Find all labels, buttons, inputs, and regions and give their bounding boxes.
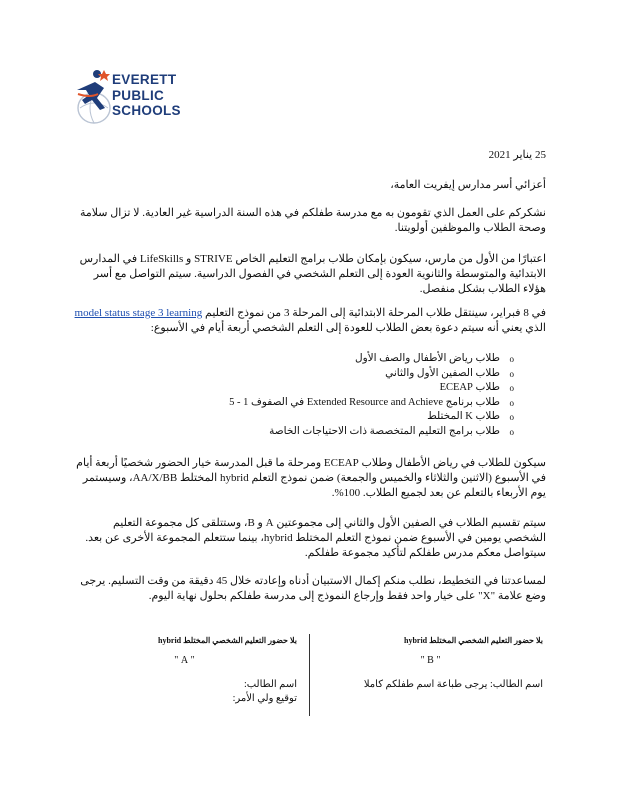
logo-wordmark	[112, 72, 181, 119]
list-item: o طلاب ECEAP	[100, 381, 514, 396]
form-divider	[309, 634, 310, 716]
logo-line-1: EVERETT	[112, 72, 177, 87]
list-item: o طلاب رياض الأطفال والصف الأول	[100, 352, 514, 367]
letter-date: 25 يناير 2021	[488, 149, 546, 161]
runner-globe-logo-icon	[74, 68, 114, 126]
logo-line-3: SCHOOLS	[112, 103, 181, 118]
list-item: o طلاب الصفين الأول والثاني	[100, 367, 514, 382]
option-a-box[interactable]	[72, 634, 297, 716]
option-b-header: بلا حضور التعليم الشخصي المختلط hybrid	[404, 636, 543, 645]
logo-line-2: PUBLIC	[112, 87, 165, 103]
paragraph-3	[72, 306, 546, 336]
paragraph-1: نشكركم على العمل الذي تقومون به مع مدرسة طفلكم في هذه السنة الدراسية غير العادية. لا تزال سلامة وصحة الطلاب والموظفين أولويتنا.	[79, 207, 546, 234]
option-a-label: " A "	[174, 655, 195, 666]
letter-greeting: أعزائي أسر مدارس إيفريت العامة،	[390, 179, 546, 191]
option-b-box[interactable]	[318, 634, 543, 716]
paragraph-3-text-start: في 8 فبراير، سينتقل طلاب المرحلة الابتدائية إلى المرحلة 3 من نموذج التعليم	[205, 307, 546, 319]
paragraph-2: اعتبارًا من الأول من مارس، سيكون بإمكان طلاب برامج التعليم الخاص STRIVE و LifeSkills في المدارس الابتدائية والمتوسطة والثانوية العودة إلى التعلم الشخصي في الفصول الدراسية. سيتم التواصل مع أسر هؤلاء الطلاب بشكل منفصل.	[79, 253, 546, 295]
paragraph-6: لمساعدتنا في التخطيط، نطلب منكم إكمال الاستبيان أدناه وإعادته خلال 45 دقيقة من وقت التسليم. يرجى وضع علامة "X" على خيار واحد فقط وإرجاع النموذج إلى مدرسة طفلكم بحلول نهاية اليوم.	[80, 575, 546, 602]
option-a-header: بلا حضور التعليم الشخصي المختلط hybrid	[158, 636, 297, 645]
model-status-link[interactable]: model status stage 3 learning	[74, 307, 203, 319]
list-item: o طلاب برامج التعليم المتخصصة ذات الاحتياجات الخاصة	[100, 425, 514, 440]
option-b-label: " B "	[420, 655, 441, 666]
option-b-field: اسم الطالب: يرجى طباعة اسم طفلكم كاملا	[363, 679, 543, 690]
response-form	[72, 634, 546, 716]
list-item: o طلاب K المختلط	[100, 410, 514, 425]
option-a-student-field[interactable]: اسم الطالب:	[243, 679, 297, 690]
paragraph-3-text-end: الذي يعني أنه سيتم دعوة بعض الطلاب للعودة إلى التعلم الشخصي أربعة أيام في الأسبوع:	[150, 322, 546, 334]
list-item: o طلاب برنامج Extended Resource and Achieve في الصفوف 1 - 5	[100, 396, 514, 411]
district-logo	[74, 66, 224, 128]
bullet-list	[100, 352, 514, 439]
option-a-signature-field[interactable]: توقيع ولي الأمر:	[232, 693, 297, 704]
paragraph-4: سيكون للطلاب في رياض الأطفال وطلاب ECEAP ومرحلة ما قبل المدرسة خيار الحضور شخصيًا أربعة أيام في الأسبوع (الاثنين والثلاثاء والخميس والجمعة) ضمن نموذج التعلم hybrid المختلط AA/X/BB، وسيستمر يوم الأربعاء بالتعلم عن بعد لجميع الطلاب. 100%.	[76, 457, 546, 499]
paragraph-5: سيتم تقسيم الطلاب في الصفين الأول والثاني إلى مجموعتين A و B، وستتلقى كل مجموعة التعليم الشخصي يومين في الأسبوع ضمن نموذج التعلم المختلط hybrid، بينما ستتعلم المجموعة الأخرى عن بعد. سيتواصل معكم مدرس طفلكم لتأكيد مجموعة طفلكم.	[85, 517, 546, 559]
